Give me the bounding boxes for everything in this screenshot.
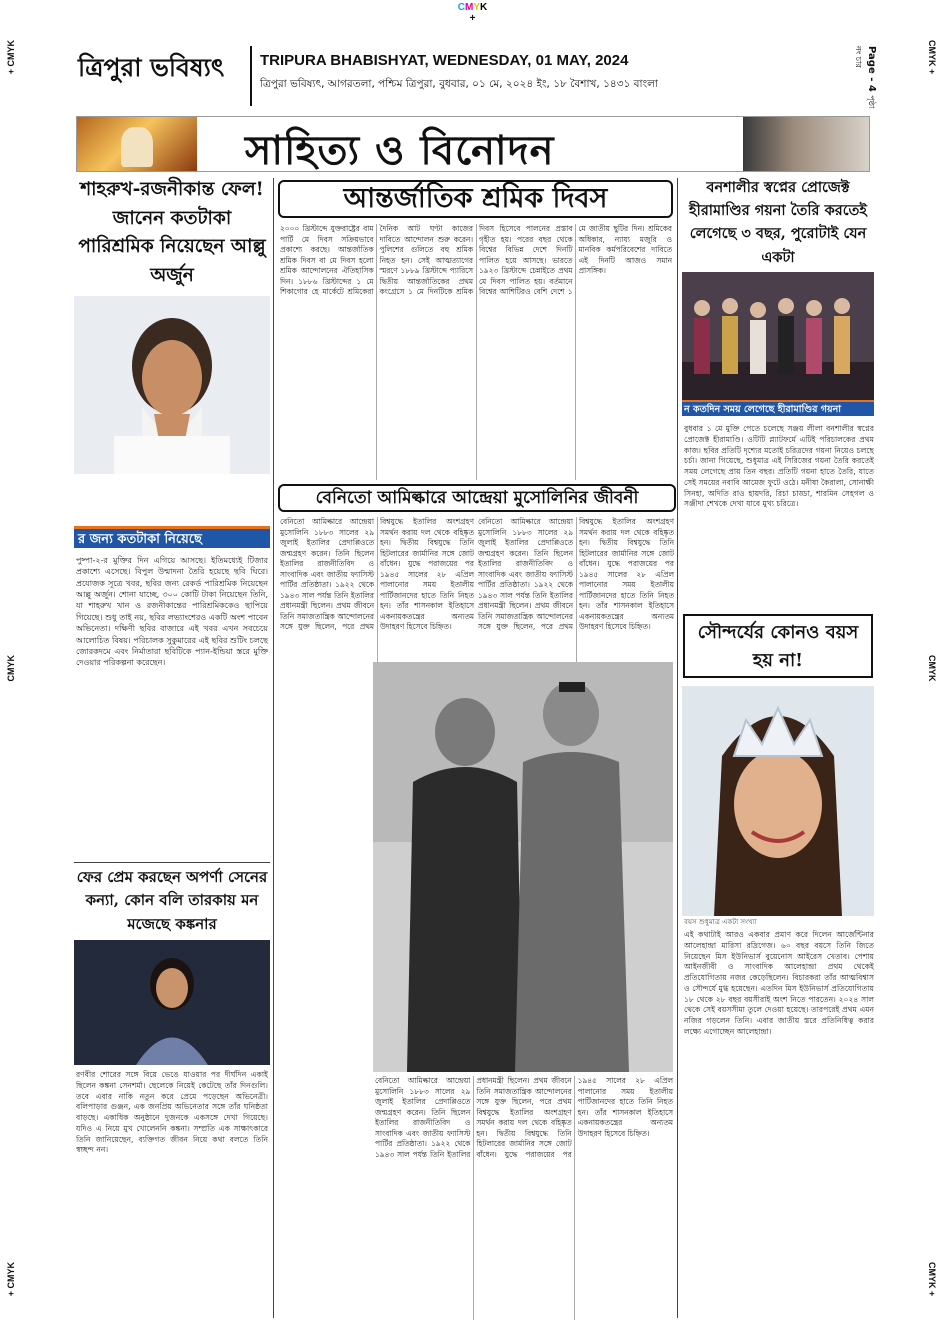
mussolini-body-right: বেনিতো আমিল্কারে আন্দ্রেয়া মুসোলিনি ১৮৮৩ সালের ২৯ জুলাই ইতালির প্রেদাপ্পিওতে জন্মগ্রহণ করেন। তিনি ছিলেন ইতালির রাজনীতিবিদ ও সাংবাদিক এবং জাতীয় ফ্যাসিস্ট পার্টির প্রতিষ্ঠাতা। ১৯২২ থেকে ১৯৪৩ সাল পর্যন্ত তিনি ইতালির প্রধানমন্ত্রী ছিলেন। প্রথম জীবনে তিনি সমাজতান্ত্রিক আন্দোলনের সঙ্গে যুক্ত ছিলেন, পরে প্রথম বিশ্বযুদ্ধে ইতালির অংশগ্রহণ সমর্থন করায় দল থেকে বহিষ্কৃত হন। দ্বিতীয় বিশ্বযুদ্ধে তিনি হিটলারের জার্মানির সঙ্গে জোট বাঁধেন। যুদ্ধে পরাজয়ের পর ১৯৪৫ সালের ২৮ এপ্রিল পালানোর সময় ইতালীয় পার্টিজানদের হাতে তিনি নিহত হন। তাঁর শাসনকাল ইতিহাসে একনায়কতন্ত্রের অন্যতম উদাহরণ হিসেবে চিহ্নিত। [478, 517, 674, 632]
page-number [852, 46, 878, 110]
cmyk-registration-right-mid: CMYK [927, 655, 937, 682]
historical-photo-illustration [373, 662, 673, 1072]
allu-arjun-headline: শাহরুখ-রজনীকান্ত ফেল! জানেন কতটাকা পারিশ্রমিক নিয়েছেন আল্লু অর্জুন [78, 179, 266, 287]
heeramandi-body: বুধবার ১ মে মুক্তি পেতে চলেছে সঞ্জয় লীলা বনশালীর স্বপ্নের প্রোজেক্ট হীরামাণ্ডি। ওটিটি প্ল্যাটফর্মে এটিই পরিচালকের প্রথম কাজ। ছবির প্রতিটি দৃশ্যের মতোই চরিত্রদের গয়না নিয়েও চলছে চর্চা। জানা গিয়েছে, শুধুমাত্র এই সিরিজের গয়না তৈরি করতেই সময় লেগেছে প্রায় তিন বছর। প্রতিটি গয়না হাতে তৈরি, যাতে সেই সময়ের নবাবি আমেজ ফুটে ওঠে। মনীষা কৈরালা, সোনাক্ষী সিনহা, অদিতি রাও হায়দরি, রিচা চাড্ডা, শারমিন সেহগল ও সঞ্জীদা শেখকে দেখা যাবে মুখ্য চরিত্রে। [684, 424, 874, 509]
mussolini-hitler-photo [373, 662, 673, 1072]
section-title: সাহিত্য ও বিনোদন [245, 127, 555, 174]
heeramandi-cast-illustration [682, 272, 874, 400]
allu-arjun-story [74, 176, 270, 291]
column-rule-2 [677, 178, 678, 1318]
allu-arjun-caption: র জন্য কতটাকা নিয়েছে [74, 526, 270, 548]
konkona-headline: ফের প্রেম করছেন অপর্ণা সেনের কন্যা, কোন বলি তারকায় মন মজেছে কঙ্কনার [76, 868, 268, 933]
heeramandi-caption: ন কতদিন সময় লেগেছে হীরামাণ্ডির গয়না [682, 400, 874, 416]
konkona-photo [74, 940, 270, 1065]
column-rule-1 [273, 178, 274, 1318]
crowned-woman-illustration [682, 686, 874, 916]
labour-day-body: ২০০০ খ্রিস্টাব্দে যুক্তরাষ্ট্রের বাম পার্টি মে দিবস সক্রিয়ভাবে প্রকাশ্যে করছে। আন্তর্জাতিক শ্রমিক দিবস বা মে দিবস হলো শ্রমিক আন্দোলনের ঐতিহাসিক দিন। ১৮৮৬ খ্রিস্টাব্দের ১ মে শিকাগোর হে মার্কেটে শ্রমিকেরা দৈনিক আট ঘণ্টা কাজের দাবিতে আন্দোলন শুরু করেন। পুলিশের গুলিতে বহু শ্রমিক নিহত হন। সেই আত্মত্যাগের স্মরণে ১৮৮৯ খ্রিস্টাব্দে প্যারিসে দ্বিতীয় আন্তর্জাতিকের প্রথম কংগ্রেসে ১ মে দিনটিকে শ্রমিক দিবস হিসেবে পালনের প্রস্তাব গৃহীত হয়। পরের বছর থেকে বিশ্বের বিভিন্ন দেশে দিনটি পালিত হয়ে আসছে। ভারতে ১৯২৩ খ্রিস্টাব্দে চেন্নাইতে প্রথম মে দিবস পালিত হয়। বর্তমানে বিশ্বের আশিটিরও বেশি দেশে ১ মে জাতীয় ছুটির দিন। শ্রমিকের অধিকার, ন্যায্য মজুরি ও মানবিক কর্মপরিবেশের দাবিতে এই দিনটি আজও সমান প্রাসঙ্গিক। [280, 224, 672, 297]
konkona-illustration [74, 940, 270, 1065]
allu-arjun-illustration [74, 296, 270, 474]
bengali-dateline: ত্রিপুরা ভবিষ্যৎ, আগরতলা, পশ্চিম ত্রিপুরা, বুধবার, ০১ মে, ২০২৪ ইং, ১৮ বৈশাখ, ১৪৩১ বাংলা [260, 78, 658, 90]
page-label-bn: পৃষ্ঠা নং চার [854, 46, 876, 109]
paper-name: ত্রিপুরা ভবিষ্যৎ [78, 53, 225, 82]
beauty-photo-caption: বয়স শুধুমাত্র একটা সংখ্যা [684, 918, 757, 926]
mussolini-body-bottom: বেনিতো আমিল্কারে আন্দ্রেয়া মুসোলিনি ১৮৮৩ সালের ২৯ জুলাই ইতালির প্রেদাপ্পিওতে জন্মগ্রহণ করেন। তিনি ছিলেন ইতালির রাজনীতিবিদ ও সাংবাদিক এবং জাতীয় ফ্যাসিস্ট পার্টির প্রতিষ্ঠাতা। ১৯২২ থেকে ১৯৪৩ সাল পর্যন্ত তিনি ইতালির প্রধানমন্ত্রী ছিলেন। প্রথম জীবনে তিনি সমাজতান্ত্রিক আন্দোলনের সঙ্গে যুক্ত ছিলেন, পরে প্রথম বিশ্বযুদ্ধে ইতালির অংশগ্রহণ সমর্থন করায় দল থেকে বহিষ্কৃত হন। দ্বিতীয় বিশ্বযুদ্ধে তিনি হিটলারের জার্মানির সঙ্গে জোট বাঁধেন। যুদ্ধে পরাজয়ের পর ১৯৪৫ সালের ২৮ এপ্রিল পালানোর সময় ইতালীয় পার্টিজানদের হাতে তিনি নিহত হন। তাঁর শাসনকাল ইতিহাসে একনায়কতন্ত্রের অন্যতম উদাহরণ হিসেবে চিহ্নিত। [375, 1076, 673, 1159]
cmyk-registration-right-bottom: CMYK + [927, 1262, 937, 1297]
banner-right-image [743, 117, 869, 171]
mussolini-body-left: বেনিতো আমিল্কারে আন্দ্রেয়া মুসোলিনি ১৮৮৩ সালের ২৯ জুলাই ইতালির প্রেদাপ্পিওতে জন্মগ্রহণ করেন। তিনি ছিলেন ইতালির রাজনীতিবিদ ও সাংবাদিক এবং জাতীয় ফ্যাসিস্ট পার্টির প্রতিষ্ঠাতা। ১৯২২ থেকে ১৯৪৩ সাল পর্যন্ত তিনি ইতালির প্রধানমন্ত্রী ছিলেন। প্রথম জীবনে তিনি সমাজতান্ত্রিক আন্দোলনের সঙ্গে যুক্ত ছিলেন, পরে প্রথম বিশ্বযুদ্ধে ইতালির অংশগ্রহণ সমর্থন করায় দল থেকে বহিষ্কৃত হন। দ্বিতীয় বিশ্বযুদ্ধে তিনি হিটলারের জার্মানির সঙ্গে জোট বাঁধেন। যুদ্ধে পরাজয়ের পর ১৯৪৫ সালের ২৮ এপ্রিল পালানোর সময় ইতালীয় পার্টিজানদের হাতে তিনি নিহত হন। তাঁর শাসনকাল ইতিহাসে একনায়কতন্ত্রের অন্যতম উদাহরণ হিসেবে চিহ্নিত। [280, 517, 474, 632]
labour-day-headline: আন্তর্জাতিক শ্রমিক দিবস [278, 180, 673, 218]
masthead-divider [250, 46, 252, 106]
banner-left-image [77, 117, 197, 171]
masthead [78, 38, 878, 110]
miss-universe-photo [682, 686, 874, 916]
cmyk-registration-top: CMYK + [457, 2, 488, 24]
section-banner [76, 116, 870, 172]
page-label: Page - 4 [866, 46, 877, 92]
left-story-divider [74, 862, 270, 863]
heeramandi-headline: বনশালীর স্বপ্নের প্রোজেক্ট হীরামাণ্ডির গয়না তৈরি করতেই লেগেছে ৩ বছর, পুরোটাই যেন একটা [689, 179, 867, 266]
english-dateline: TRIPURA BHABISHYAT, WEDNESDAY, 01 MAY, 2024 [260, 52, 629, 69]
allu-arjun-photo [74, 296, 270, 474]
cmyk-registration-left-top: + CMYK [6, 40, 16, 75]
beauty-headline: সৌন্দর্যের কোনও বয়স হয় না! [683, 614, 873, 678]
cmyk-registration-right-top: CMYK + [927, 40, 937, 75]
beauty-body: এই কথাটাই আরও একবার প্রমাণ করে দিলেন আর্জেন্টিনার আলেহান্দ্রা মারিসা রদ্রিগেজ। ৬০ বছর বয়সে তিনি জিতে নিয়েছেন মিস ইউনিভার্স বুয়েনোস আইরেস খেতাব। পেশায় আইনজীবী ও সাংবাদিক আলেহান্দ্রা প্রথম থেকেই প্রতিযোগিতায় নজর কেড়েছিলেন। বিচারকরা তাঁর আত্মবিশ্বাস ও সৌন্দর্যে মুগ্ধ হয়েছেন। এতদিন মিস ইউনিভার্স প্রতিযোগিতায় ১৮ থেকে ২৮ বছর বয়সীরাই অংশ নিতে পারতেন। ২০২৪ সাল থেকে সেই বয়সসীমা তুলে দেওয়া হয়েছে। তারপরেই প্রথম এমন নজির গড়লেন তিনি। এবার জাতীয় স্তরে প্রতিনিধিত্ব করার লক্ষ্যে এগোচ্ছেন আলেহান্দ্রা। [684, 930, 874, 1037]
cmyk-registration-left-bottom: + CMYK [6, 1262, 16, 1297]
konkona-body: রণবীর শোরের সঙ্গে বিয়ে ভেঙে যাওয়ার পর দীর্ঘদিন একাই ছিলেন কঙ্কনা সেনশর্মা। ছেলেকে নিয়েই কেটেছে তাঁর দিনগুলি। তবে এবার নাকি নতুন করে প্রেমে পড়েছেন অভিনেত্রী। বলিপাড়ার গুঞ্জন, এক জনপ্রিয় অভিনেতার সঙ্গে তাঁর ঘনিষ্ঠতা বাড়ছে। একাধিক অনুষ্ঠানে দুজনকে একসঙ্গে দেখা গিয়েছে। যদিও এ নিয়ে মুখ খোলেননি কঙ্কনা। সম্প্রতি এক সাক্ষাৎকারে তিনি জানিয়েছেন, ব্যক্তিগত জীবন নিয়ে কথা বলতে তিনি স্বচ্ছন্দ নন। [76, 1070, 268, 1155]
heeramandi-photo [682, 272, 874, 400]
mussolini-headline: বেনিতো আমিল্কারে আন্দ্রেয়া মুসোলিনির জীবনী [278, 484, 676, 512]
allu-arjun-body: পুষ্পা-২-র মুক্তির দিন এগিয়ে আসছে। ইতিমধ্যেই টিজার প্রকাশ্যে এসেছে। বিপুল উন্মাদনা তৈরি হয়েছে ছবি ঘিরে। প্রযোজক সূত্রে খবর, ছবির জন্য রেকর্ড পারিশ্রমিক নিয়েছেন আল্লু অর্জুন। শোনা যাচ্ছে, ৩০০ কোটি টাকা নিয়েছেন তিনি, যা শাহরুখ খান ও রজনীকান্তের পারিশ্রমিককেও ছাপিয়ে গিয়েছে। শুধু তাই নয়, ছবির লভ্যাংশেরও একটি অংশ পাবেন অভিনেতা। দক্ষিণী ছবির বাজারে এই খবর এখন সবচেয়ে আলোচিত বিষয়। পরিচালক সুকুমারের এই ছবির শুটিং চলছে জোরকদমে এবং নির্মাতারা ছবিটিকে প্যান-ইন্ডিয়া স্তরে মুক্তি দেওয়ার পরিকল্পনা করেছেন। [76, 556, 268, 668]
cmyk-registration-left-mid: CMYK [6, 655, 16, 682]
masthead-dateline [260, 52, 658, 94]
